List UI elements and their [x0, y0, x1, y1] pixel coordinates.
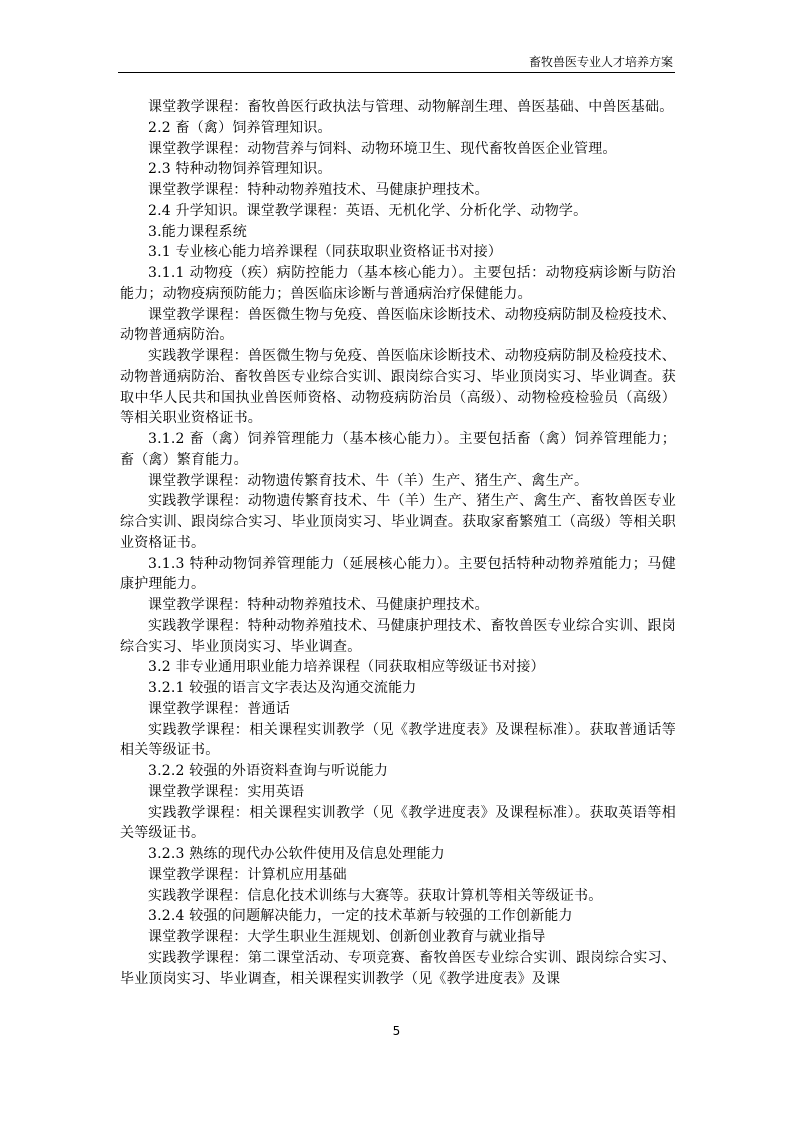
- running-header-title: 畜牧兽医专业人才培养方案: [528, 55, 673, 69]
- paragraph: 2.4 升学知识。课堂教学课程：英语、无机化学、分析化学、动物学。: [148, 202, 588, 219]
- paragraph: 实践教学课程：相关课程实训教学（见《教学进度表》及课程标准）。获取英语等相关等级证书。: [120, 804, 676, 842]
- paragraph: 3.2.2 较强的外语资料查询与听说能力: [148, 763, 389, 779]
- paragraph: 3.1.2 畜（禽）饲养管理能力（基本核心能力）。主要包括畜（禽）饲养管理能力；畜（禽）繁育能力。: [120, 431, 676, 468]
- paragraph: 实践教学课程：特种动物养殖技术、马健康护理技术、畜牧兽医专业综合实训、跟岗综合实习、毕业顶岗实习、毕业调查。: [120, 617, 676, 655]
- paragraph: 课堂教学课程：特种动物养殖技术、马健康护理技术。: [148, 597, 489, 613]
- subsection-heading: 3.2 非专业通用职业能力培养课程（同获取相应等级证书对接）: [148, 659, 545, 676]
- paragraph: 实践教学课程：相关课程实训教学（见《教学进度表》及课程标准）。获取普通话等相关等级证书。: [120, 721, 676, 759]
- paragraph: 2.2 畜（禽）饲养管理知识。: [148, 119, 332, 136]
- paragraph: 实践教学课程：第二课堂活动、专项竞赛、畜牧兽医专业综合实训、跟岗综合实习、毕业顶岗实习、毕业调查，相关课程实训教学（见《教学进度表》及课: [120, 949, 676, 987]
- paragraph: 课堂教学课程：动物遗传繁育技术、牛（羊）生产、猪生产、禽生产。: [148, 472, 589, 489]
- section-heading: 3.能力课程系统: [148, 223, 247, 240]
- paragraph: 2.3 特种动物饲养管理知识。: [148, 161, 332, 178]
- paragraph: 实践教学课程：信息化技术训练与大赛等。获取计算机等相关等级证书。: [148, 887, 603, 904]
- paragraph: 课堂教学课程：普通话: [148, 700, 290, 717]
- paragraph: 课堂教学课程：兽医微生物与免疫、兽医临床诊断技术、动物疫病防制及检疫技术、动物普通病防治。: [120, 306, 676, 344]
- paragraph: 3.2.4 较强的问题解决能力，一定的技术革新与较强的工作创新能力: [148, 908, 573, 925]
- paragraph: 实践教学课程：动物遗传繁育技术、牛（羊）生产、猪生产、禽生产、畜牧兽医专业综合实训、跟岗综合实习、毕业顶岗实习、毕业调查。获取家畜繁殖工（高级）等相关职业资格证书。: [120, 493, 676, 551]
- paragraph: 课堂教学课程：大学生职业生涯规划、创新创业教育与就业指导: [148, 929, 546, 945]
- paragraph: 课堂教学课程：畜牧兽医行政执法与管理、动物解剖生理、兽医基础、中兽医基础。: [148, 99, 674, 115]
- document-body: [120, 97, 676, 989]
- paragraph: 课堂教学课程：实用英语: [148, 783, 305, 800]
- paragraph: 3.2.3 熟练的现代办公软件使用及信息处理能力: [148, 846, 445, 862]
- paragraph: 课堂教学课程：动物营养与饲料、动物环境卫生、现代畜牧兽医企业管理。: [148, 140, 617, 157]
- paragraph: 实践教学课程：兽医微生物与免疫、兽医临床诊断技术、动物疫病防制及检疫技术、动物普通病防治、畜牧兽医专业综合实训、跟岗综合实习、毕业顶岗实习、毕业调查。获取中华人民共和国执业兽医师资格、动物疫病防治员（高级）、动物检疫检验员（高级）等相关职业资格证书。: [120, 348, 676, 427]
- header-rule: [118, 72, 675, 73]
- paragraph: 3.1.1 动物疫（疾）病防控能力（基本核心能力）。主要包括：动物疫病诊断与防治能力；动物疫病预防能力；兽医临床诊断与普通病治疗保健能力。: [120, 265, 676, 302]
- paragraph: 3.1.3 特种动物饲养管理能力（延展核心能力）。主要包括特种动物养殖能力；马健康护理能力。: [120, 555, 676, 593]
- paragraph: 课堂教学课程：计算机应用基础: [148, 866, 347, 883]
- subsection-heading: 3.1 专业核心能力培养课程（同获取职业资格证书对接）: [148, 244, 503, 261]
- paragraph: 3.2.1 较强的语言文字表达及沟通交流能力: [148, 680, 417, 696]
- paragraph: 课堂教学课程：特种动物养殖技术、马健康护理技术。: [148, 182, 489, 198]
- page-number: 5: [392, 1024, 401, 1038]
